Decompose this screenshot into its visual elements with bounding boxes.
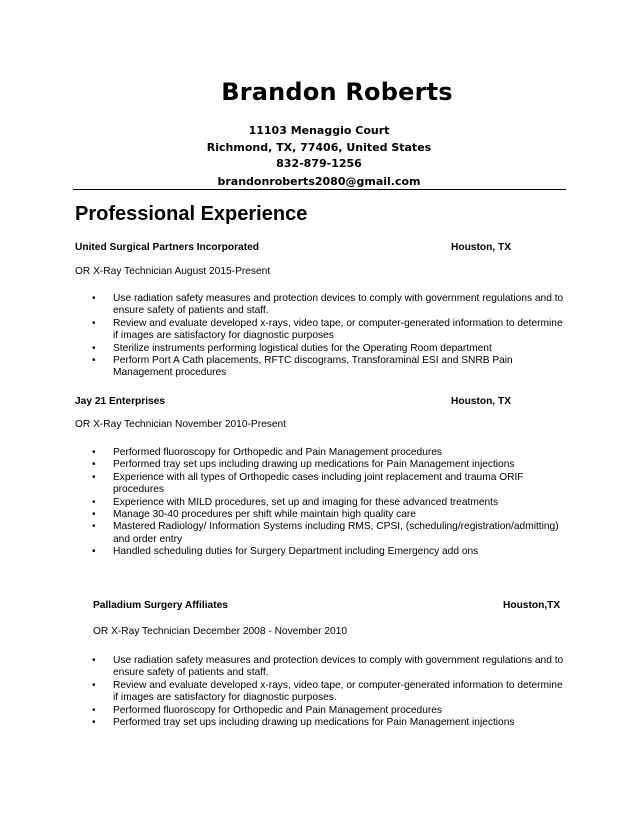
job-location: Houston, TX bbox=[451, 396, 511, 407]
list-item: • Experience with all types of Orthopedic cases including joint replacement and trauma ORIF procedures bbox=[92, 472, 564, 497]
list-item: • Manage 30-40 procedures per shift while maintain high quality care bbox=[92, 509, 564, 521]
list-item: • Mastered Radiology/ Information Systems including RMS, CPSI, (scheduling/registration/admitting) and order entry bbox=[92, 521, 564, 546]
address-line-1: 11103 Menaggio Court bbox=[248, 124, 390, 137]
list-item: • Handled scheduling duties for Surgery Department including Emergency add ons bbox=[92, 546, 564, 558]
list-item: • Experience with MILD procedures, set up and imaging for these advanced treatments bbox=[92, 497, 564, 509]
list-item: • Performed tray set ups including drawing up medications for Pain Management injections bbox=[92, 717, 564, 729]
phone-number: 832-879-1256 bbox=[276, 157, 362, 170]
list-item: • Performed fluoroscopy for Orthopedic and Pain Management procedures bbox=[92, 447, 564, 459]
job-title: OR X-Ray Technician December 2008 - November 2010 bbox=[93, 626, 348, 637]
job-entry-2 bbox=[75, 396, 515, 410]
job-entry-3 bbox=[93, 600, 563, 614]
list-item: • Performed tray set ups including drawing up medications for Pain Management injections bbox=[92, 459, 564, 471]
job-title: OR X-Ray Technician August 2015-Present bbox=[75, 266, 271, 277]
job-company: Palladium Surgery Affiliates bbox=[93, 600, 228, 611]
job-3-bullets bbox=[92, 655, 564, 729]
address-line-2: Richmond, TX, 77406, United States bbox=[206, 141, 432, 154]
job-entry-1 bbox=[75, 242, 515, 256]
job-2-bullets bbox=[92, 447, 564, 559]
list-item: • Sterilize instruments performing logistical duties for the Operating Room department bbox=[92, 343, 564, 355]
job-location: Houston, TX bbox=[451, 242, 511, 253]
list-item: • Use radiation safety measures and protection devices to comply with government regulations and to ensure safety of patients and staff. bbox=[92, 655, 564, 680]
list-item: • Perform Port A Cath placements, RFTC discograms, Transforaminal ESI and SNRB Pain Management procedures bbox=[92, 355, 564, 380]
email-address: brandonroberts2080@gmail.com bbox=[217, 175, 421, 188]
header-divider bbox=[73, 189, 566, 190]
list-item: • Performed fluoroscopy for Orthopedic and Pain Management procedures bbox=[92, 705, 564, 717]
job-title: OR X-Ray Technician November 2010-Present bbox=[75, 419, 287, 430]
list-item: • Review and evaluate developed x-rays, video tape, or computer-generated information to determine if images are satisfactory for diagnostic purposes bbox=[92, 318, 564, 343]
job-company: United Surgical Partners Incorporated bbox=[75, 242, 259, 253]
list-item: • Review and evaluate developed x-rays, video tape, or computer-generated information to determine if images are satisfactory for diagnostic purposes. bbox=[92, 680, 564, 705]
job-location: Houston,TX bbox=[503, 600, 561, 611]
resume-name: Brandon Roberts bbox=[221, 78, 453, 106]
section-title-professional-experience: Professional Experience bbox=[75, 203, 308, 225]
job-company: Jay 21 Enterprises bbox=[75, 396, 166, 407]
list-item: • Use radiation safety measures and protection devices to comply with government regulations and to ensure safety of patients and staff. bbox=[92, 293, 564, 318]
job-1-bullets bbox=[92, 293, 564, 380]
